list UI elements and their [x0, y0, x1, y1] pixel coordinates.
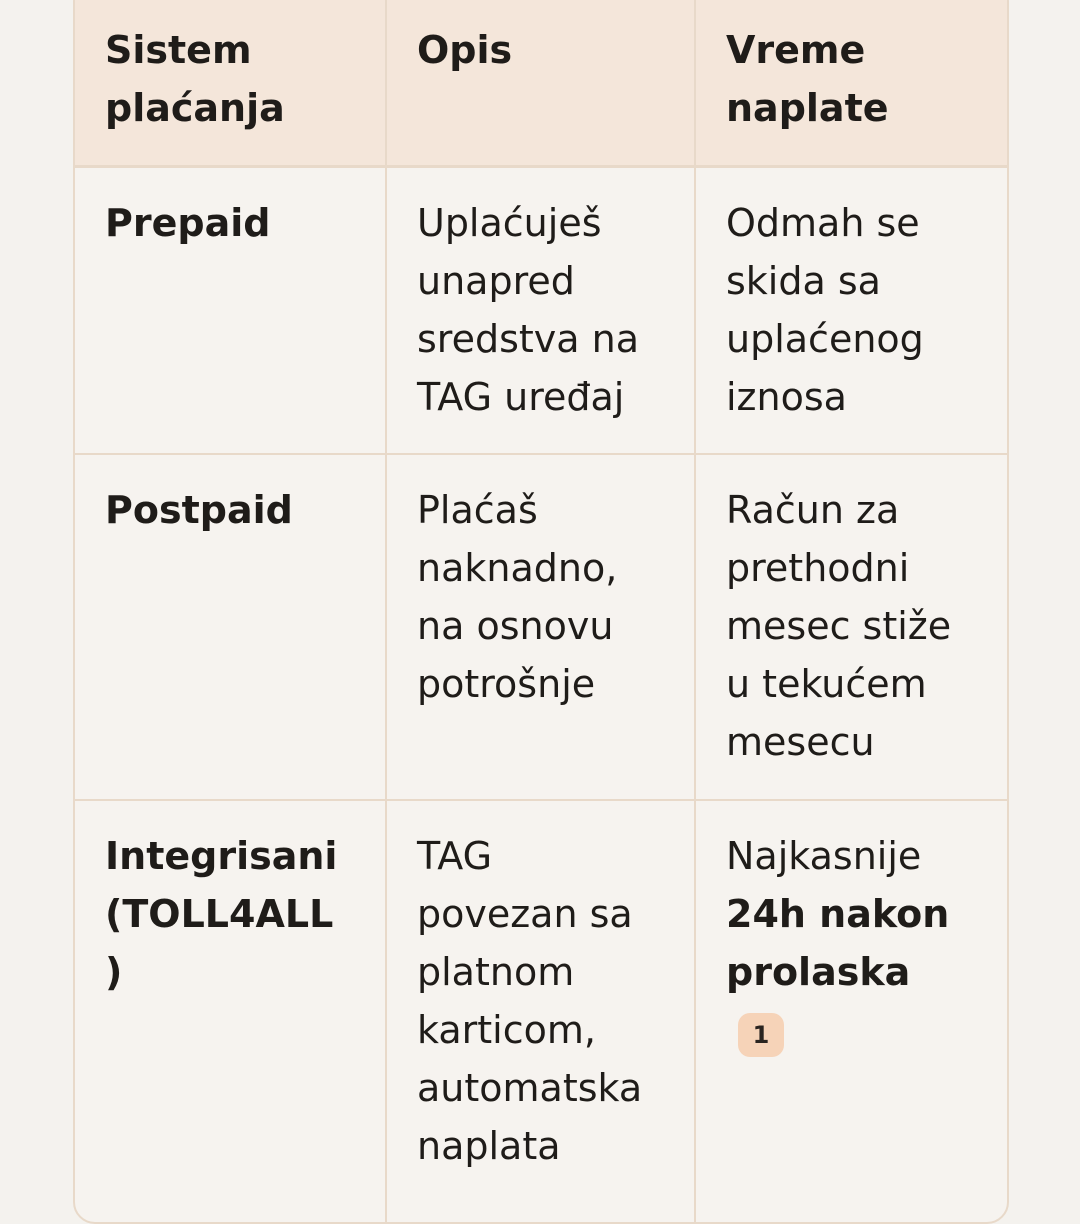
- header-billing-time: Vreme naplate: [695, 0, 1007, 166]
- table-row: [75, 166, 1007, 454]
- cell-timing: Odmah se skida sa uplaćenog iznosa: [695, 166, 1007, 454]
- cell-timing: [695, 800, 1007, 1224]
- timing-prefix: Najkasnije: [726, 834, 922, 878]
- cell-timing: Račun za prethodni mesec stiže u tekućem mesecu: [695, 454, 1007, 800]
- cell-system: Postpaid: [75, 454, 386, 800]
- header-payment-system: Sistem plaćanja: [75, 0, 386, 166]
- payment-systems-table: [73, 0, 1009, 1224]
- cell-description: Plaćaš naknadno, na osnovu potrošnje: [386, 454, 695, 800]
- citation-badge[interactable]: 1: [738, 1013, 784, 1057]
- cell-description: Uplaćuješ unapred sredstva na TAG uređaj: [386, 166, 695, 454]
- table-header-row: [75, 0, 1007, 166]
- cell-system: Integrisani (TOLL4ALL ): [75, 800, 386, 1224]
- header-description: Opis: [386, 0, 695, 166]
- table-row: [75, 454, 1007, 800]
- table: [75, 0, 1007, 1224]
- cell-description: TAG povezan sa platnom karticom, automatska naplata: [386, 800, 695, 1224]
- table-row: [75, 800, 1007, 1224]
- cell-system: Prepaid: [75, 166, 386, 454]
- timing-emphasis: 24h nakon prolaska: [726, 892, 950, 994]
